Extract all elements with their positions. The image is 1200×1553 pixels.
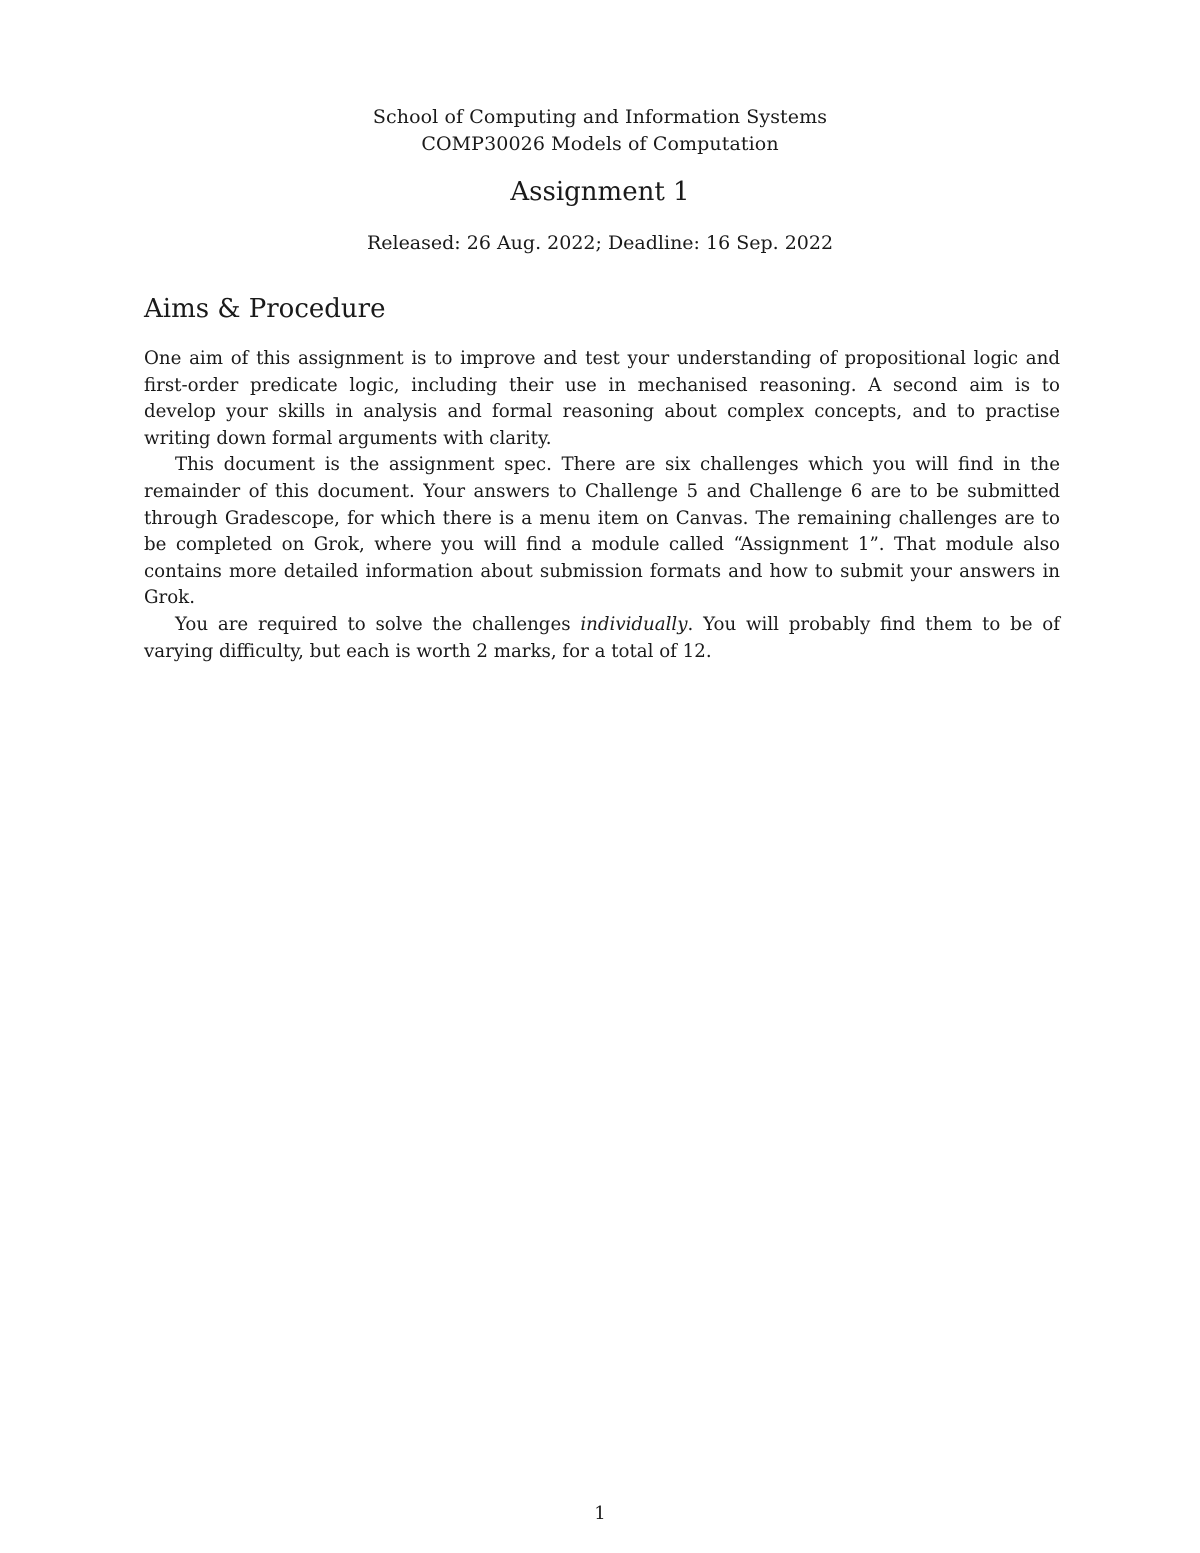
requirements-text-end: . You will probably find them to be of varying difficulty, but each is worth 2 marks, for a total of 12.	[144, 613, 1060, 662]
section-heading: Aims & Procedure	[144, 294, 386, 324]
course-name: COMP30026 Models of Computation	[421, 133, 779, 155]
paragraph-spec: This document is the assignment spec. There are six challenges which you will find in the remainder of this document. Your answers to Challenge 5 and Challenge 6 are to be submitted through Gradescope, for which there is a menu item on Canvas. The remaining challenges are to be completed on Grok, where you will find a module called “Assignment 1”. That module also contains more detailed information about submission formats and how to submit your answers in Grok.	[144, 454, 1060, 609]
requirements-text-start: You are required to solve the challenges	[175, 613, 581, 635]
release-deadline-dates: Released: 26 Aug. 2022; Deadline: 16 Sep. 2022	[366, 232, 834, 254]
page-number: 1	[594, 1503, 606, 1524]
section-body	[144, 346, 1060, 665]
paragraph-requirements	[144, 612, 1060, 665]
school-name: School of Computing and Information Systems	[372, 106, 828, 128]
assignment-title: Assignment 1	[510, 177, 690, 207]
emphasis-individually: individually	[580, 613, 688, 635]
paragraph-aims: One aim of this assignment is to improve and test your understanding of propositional logic and first-order predicate logic, including their use in mechanised reasoning. A second aim is to develop your skills in analysis and formal reasoning about complex concepts, and to practise writing down formal arguments with clarity.	[144, 348, 1060, 449]
document-header	[0, 104, 1200, 158]
